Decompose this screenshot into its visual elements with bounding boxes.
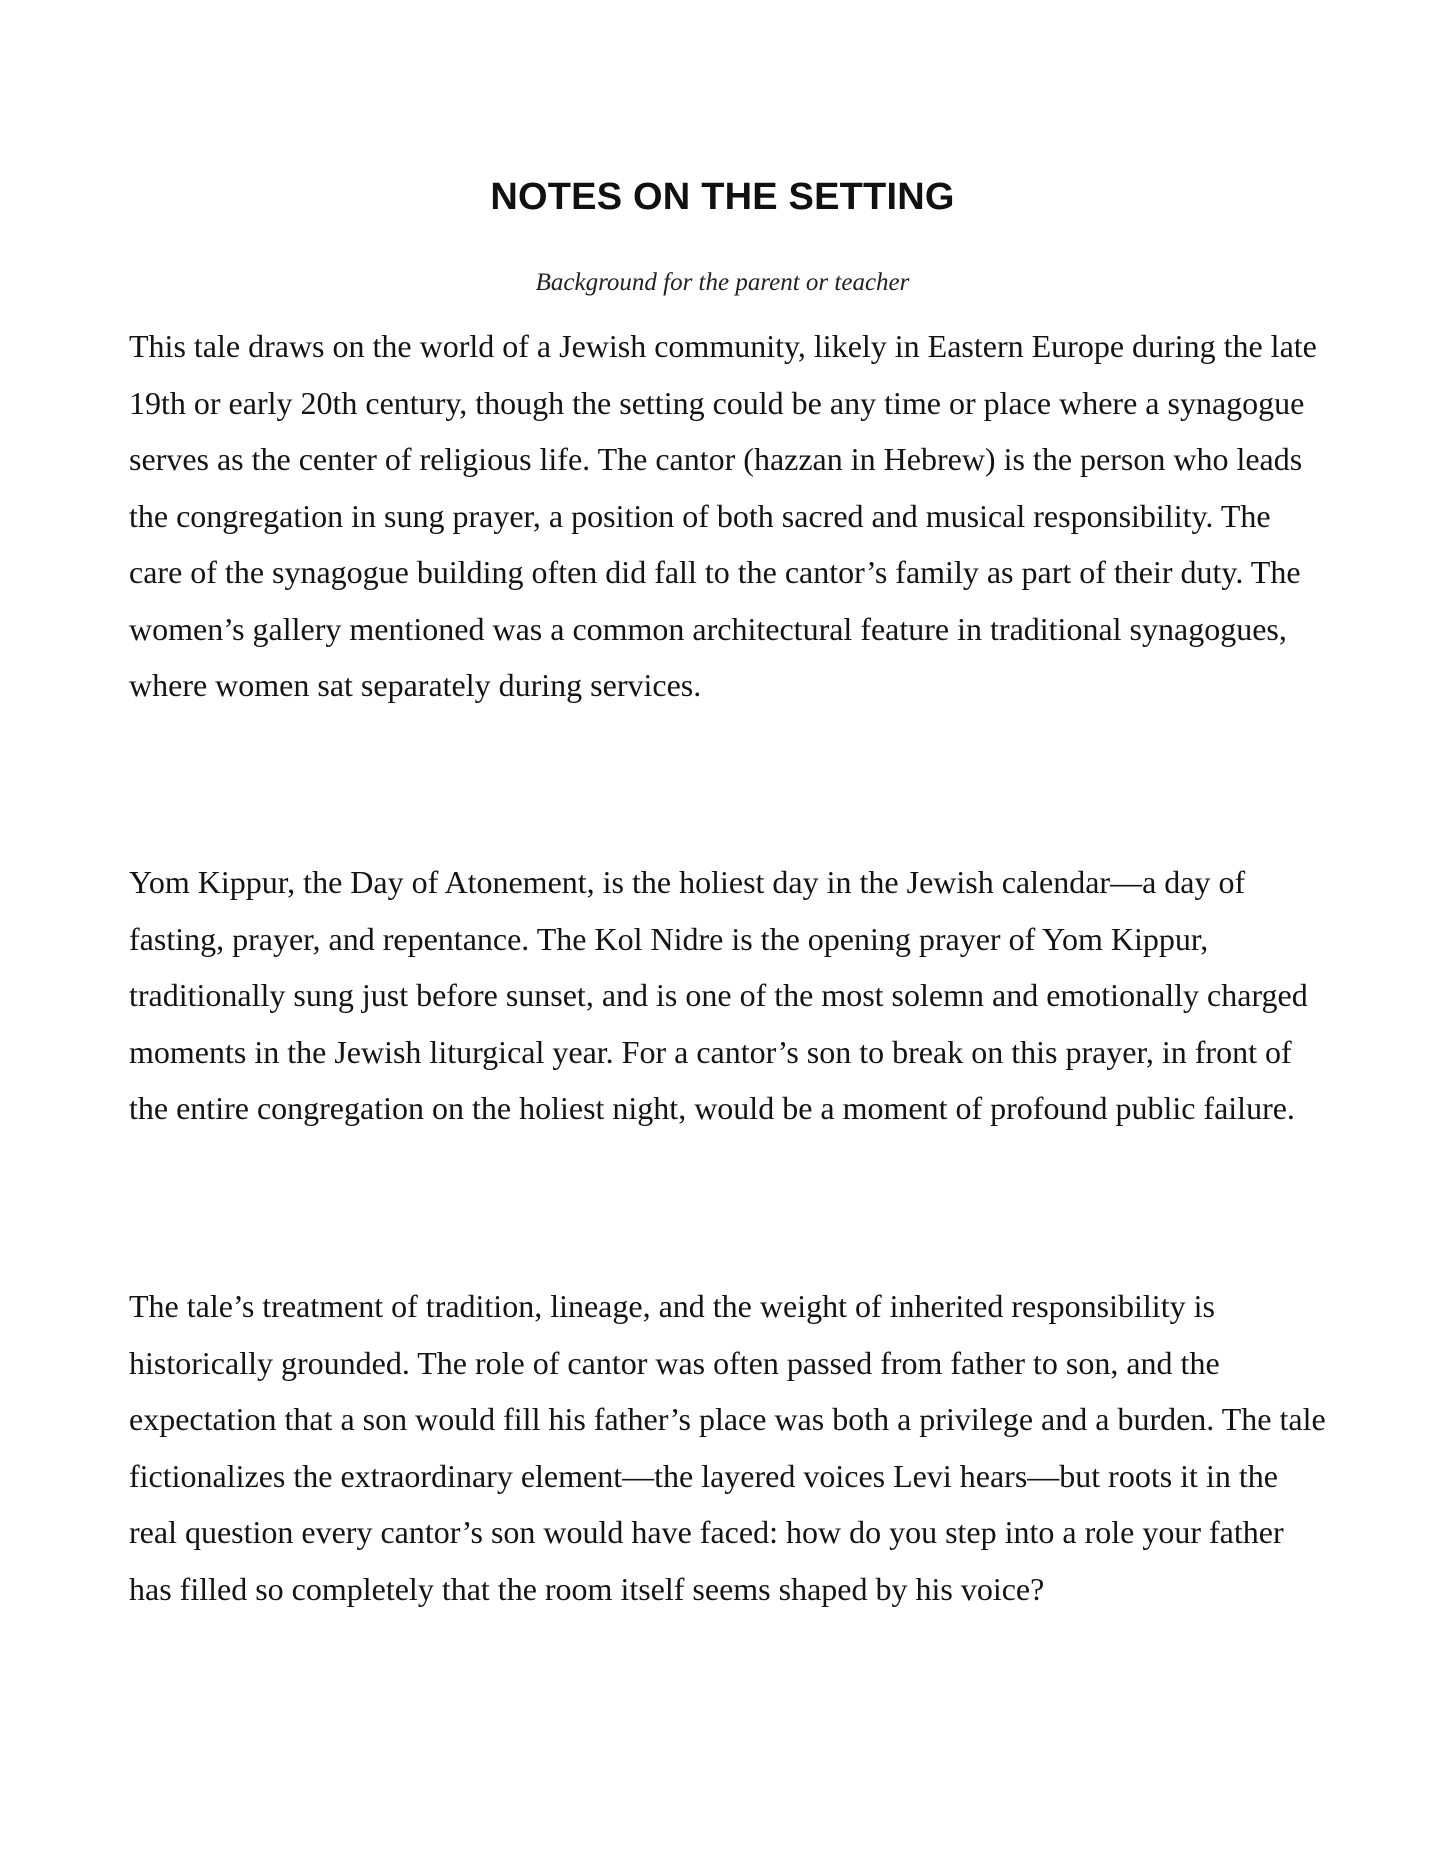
page-title: NOTES ON THE SETTING <box>490 176 955 218</box>
body-paragraph: The tale’s treatment of tradition, lineage, and the weight of inherited responsibility is historically grounded. The role of cantor was often passed from father to son, and the expectation that a son would fill his father’s place was both a privilege and a burden. The tale fictionalizes the extraordinary element—the layered voices Levi hears—but roots it in the real question every cantor’s son would have faced: how do you step into a role your father has filled so completely that the room itself seems shaped by his voice? <box>129 1288 1326 1607</box>
body-paragraph: Yom Kippur, the Day of Atonement, is the holiest day in the Jewish calendar—a day of fasting, prayer, and repentance. The Kol Nidre is the opening prayer of Yom Kippur, traditionally sung just before sunset, and is one of the most solemn and emotionally charged moments in the Jewish liturgical year. For a cantor’s son to break on this prayer, in front of the entire congregation on the holiest night, would be a moment of profound public failure. <box>129 864 1308 1126</box>
page-subtitle: Background for the parent or teacher <box>535 269 910 296</box>
body-paragraph: This tale draws on the world of a Jewish community, likely in Eastern Europe during the late 19th or early 20th century, though the setting could be any time or place where a synagogue serves as the center of religious life. The cantor (hazzan in Hebrew) is the person who leads the congregation in sung prayer, a position of both sacred and musical responsibility. The care of the synagogue building often did fall to the cantor’s family as part of their duty. The women’s gallery mentioned was a common architectural feature in traditional synagogues, where women sat separately during services. <box>129 328 1317 703</box>
